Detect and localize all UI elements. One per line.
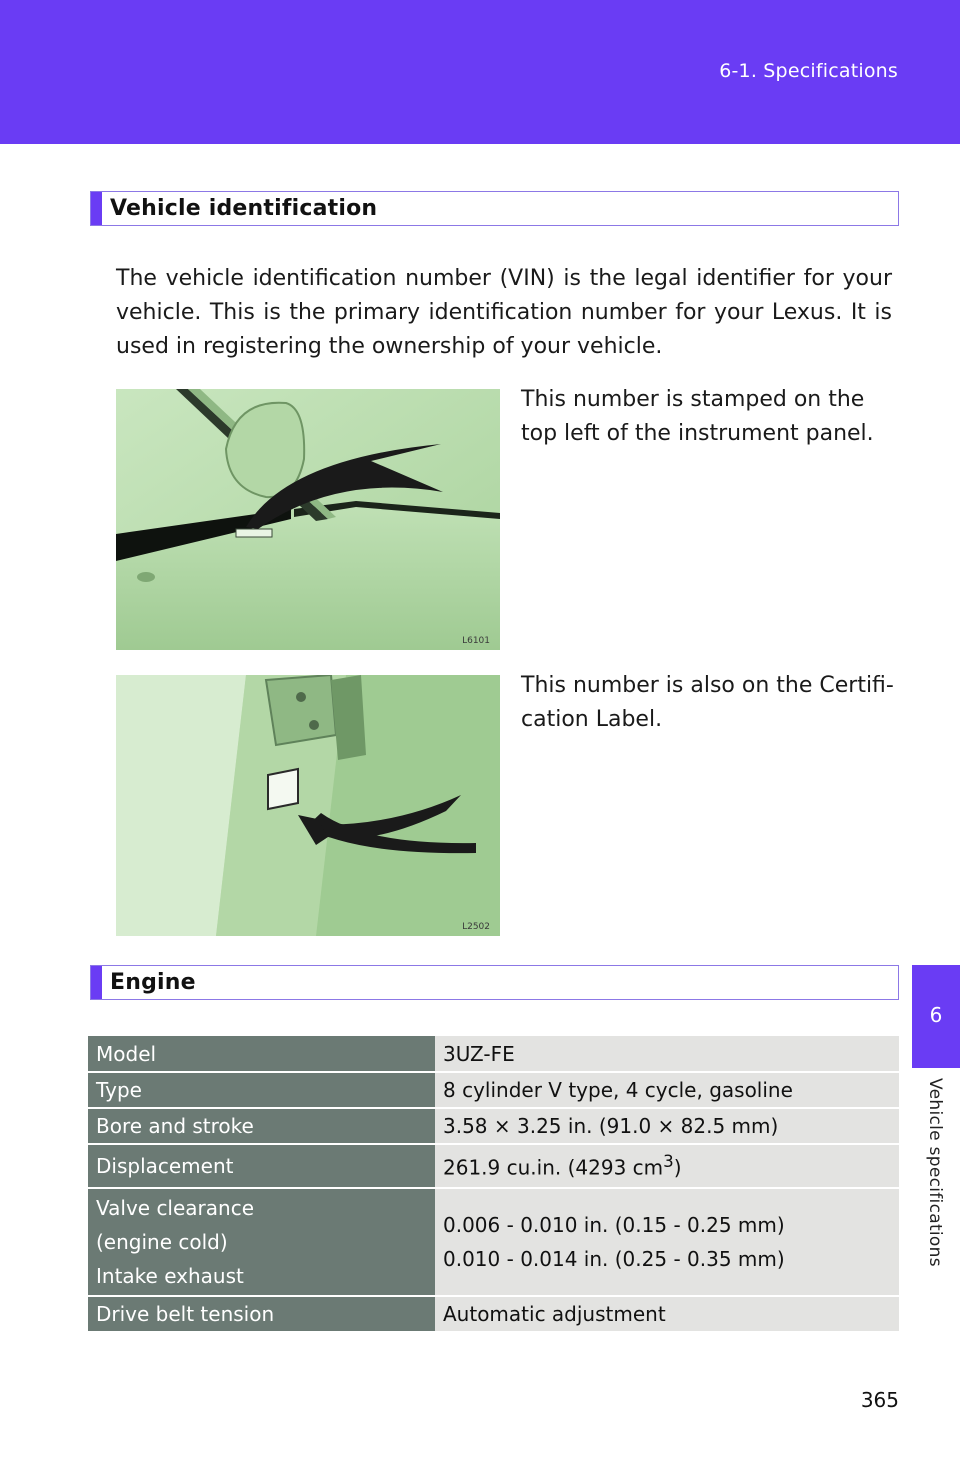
figure-code: L6101 <box>462 636 490 646</box>
instrument-panel-drawing <box>116 389 500 650</box>
spec-label: Drive belt tension <box>88 1296 435 1332</box>
door-pillar-drawing <box>116 675 500 936</box>
chapter-label-text: Vehicle specifications <box>925 1078 945 1267</box>
certification-label-caption: This number is also on the Certifi- cation Label. <box>521 673 894 732</box>
spec-label: Model <box>88 1036 435 1072</box>
spec-value: Automatic adjustment <box>435 1296 899 1332</box>
spec-value <box>435 1144 899 1188</box>
spec-value-line: 0.006 - 0.010 in. (0.15 - 0.25 mm) <box>443 1213 785 1237</box>
spec-label-line: Valve clearance <box>96 1196 255 1220</box>
table-row <box>88 1036 899 1072</box>
section-heading-engine <box>90 965 899 1000</box>
section-heading-text: Vehicle identification <box>110 196 378 221</box>
spec-label <box>88 1188 435 1296</box>
page-number: 365 <box>860 1388 899 1412</box>
spec-value-line: 0.010 - 0.014 in. (0.25 - 0.35 mm) <box>443 1247 785 1271</box>
spec-label-line: (engine cold) <box>96 1230 228 1254</box>
spec-value: 3.58 × 3.25 in. (91.0 × 82.5 mm) <box>435 1108 899 1144</box>
header-bar <box>0 0 960 144</box>
spec-value-end: ) <box>673 1155 682 1180</box>
spec-label-line: Intake exhaust <box>96 1264 244 1288</box>
table-row <box>88 1188 899 1296</box>
spec-value <box>435 1188 899 1296</box>
spec-value-main: 261.9 cu.in. (4293 cm <box>443 1155 664 1180</box>
certification-label-illustration <box>116 675 500 936</box>
section-heading-text: Engine <box>110 970 196 995</box>
chapter-tab <box>912 965 960 1068</box>
spec-value: 3UZ-FE <box>435 1036 899 1072</box>
table-row <box>88 1296 899 1332</box>
engine-spec-table <box>88 1036 899 1333</box>
spec-value: 8 cylinder V type, 4 cycle, gasoline <box>435 1072 899 1108</box>
heading-accent-bar <box>91 192 102 225</box>
chapter-number: 6 <box>929 1003 943 1027</box>
spec-label: Type <box>88 1072 435 1108</box>
table-row <box>88 1072 899 1108</box>
section-heading-vehicle-identification <box>90 191 899 226</box>
header-title: 6-1. Specifications <box>719 60 898 82</box>
spec-value-superscript: 3 <box>663 1152 674 1172</box>
figure-code: L2502 <box>462 922 490 932</box>
spec-label: Bore and stroke <box>88 1108 435 1144</box>
vin-description-paragraph: The vehicle identification number (VIN) is the legal identifier for your vehicle. This is the primary identification number for your Lexus. It is used in registering the ownership of your vehicle. <box>116 266 892 359</box>
table-row <box>88 1108 899 1144</box>
table-row <box>88 1144 899 1188</box>
instrument-panel-caption: This number is stamped on the top left of the instrument panel. <box>521 387 874 446</box>
heading-accent-bar <box>91 966 102 999</box>
spec-label: Displacement <box>88 1144 435 1188</box>
instrument-panel-illustration <box>116 389 500 650</box>
chapter-label <box>912 1078 960 1288</box>
